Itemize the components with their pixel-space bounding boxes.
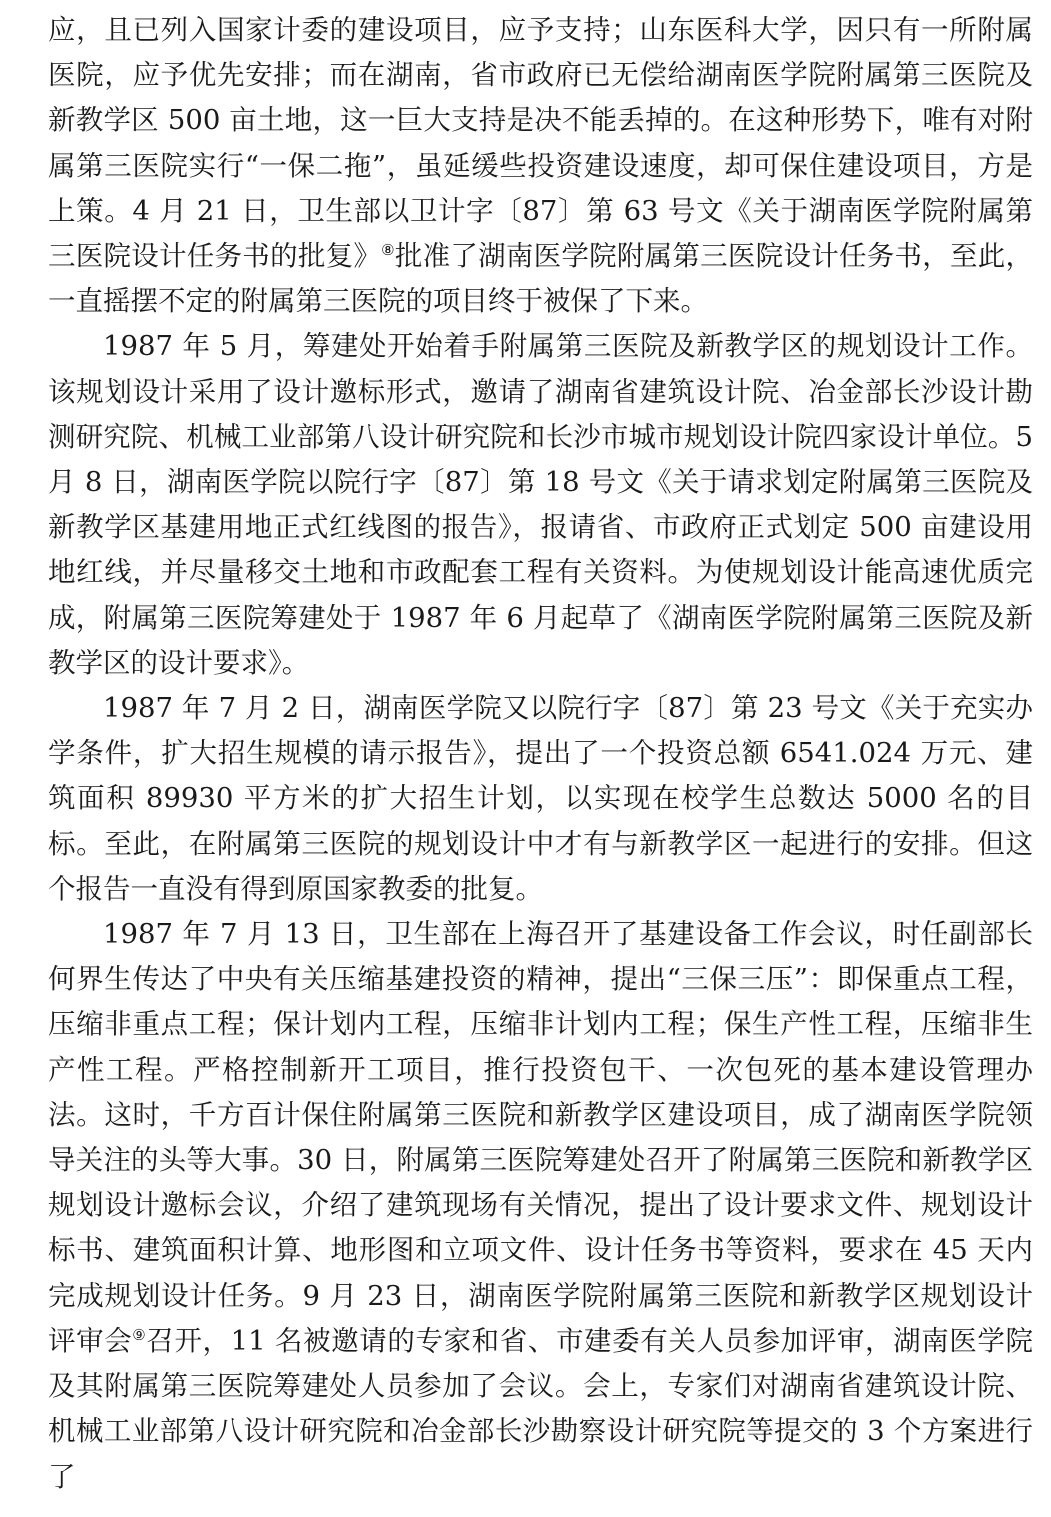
paragraph-text: 召开，11 名被邀请的专家和省、市建委有关人员参加评审，湖南医学院及其附属第三医院筹建处人员参加了会议。会上，专家们对湖南省建筑设计院、机械工业部第八设计研究院和冶金部长沙勘察设计研究院等提交的 3 个方案进行了 <box>48 1324 1033 1493</box>
paragraph-planning-design <box>48 324 1033 686</box>
footnote-ref-9: ⑨ <box>132 1325 147 1344</box>
paragraph-text: 1987 年 7 月 13 日，卫生部在上海召开了基建设备工作会议，时任副部长何界生传达了中央有关压缩基建投资的精神，提出“三保三压”：即保重点工程，压缩非重点工程；保计划内工程，压缩非计划内工程；保生产性工程，压缩非生产性工程。严格控制新开工项目，推行投资包干、一次包死的基本建设管理办法。这时，千方百计保住附属第三医院和新教学区建设项目，成了湖南医学院领导关注的头等大事。30 日，附属第三医院筹建处召开了附属第三医院和新教学区规划设计邀标会议，介绍了建筑现场有关情况，提出了设计要求文件、规划设计标书、建筑面积计算、地形图和立项文件、设计任务书等资料，要求在 45 天内完成规划设计任务。9 月 23 日，湖南医学院附属第三医院和新教学区规划设计评审会 <box>48 918 1033 1357</box>
paragraph-text: 应，且已列入国家计委的建设项目，应予支持；山东医科大学，因只有一所附属医院，应予优先安排；而在湖南，省市政府已无偿给湖南医学院附属第三医院及新教学区 500 亩土地，这一巨大支持是决不能丢掉的。在这种形势下，唯有对附属第三医院实行“一保二拖”，虽延缓些投资建设速度，却可保住建设项目，方是上策。4 月 21 日，卫生部以卫计字〔87〕第 63 号文《关于湖南医学院附属第三医院设计任务书的批复》 <box>48 14 1033 273</box>
paragraph-enrollment-report <box>48 686 1033 912</box>
paragraph-text: 1987 年 5 月，筹建处开始着手附属第三医院及新教学区的规划设计工作。该规划设计采用了设计邀标形式，邀请了湖南省建筑设计院、冶金部长沙设计勘测研究院、机械工业部第八设计研究院和长沙市城市规划设计院四家设计单位。5 月 8 日，湖南医学院以院行字〔87〕第 18 号文《关于请求划定附属第三医院及新教学区基建用地正式红线图的报告》，报请省、市政府正式划定 500 亩建设用地红线，并尽量移交土地和市政配套工程有关资料。为使规划设计能高速优质完成，附属第三医院筹建处于 1987 年 6 月起草了《湖南医学院附属第三医院及新教学区的设计要求》。 <box>48 330 1033 679</box>
paragraph-continuation <box>48 8 1033 324</box>
paragraph-ministry-meeting <box>48 912 1033 1500</box>
paragraph-text: 批准了湖南医学院附属第三医院设计任务书，至此，一直摇摆不定的附属第三医院的项目终于被保了下来。 <box>48 240 1034 318</box>
footnote-ref-8: ⑧ <box>381 240 395 259</box>
document-page <box>48 0 1033 1500</box>
paragraph-text: 1987 年 7 月 2 日，湖南医学院又以院行字〔87〕第 23 号文《关于充实办学条件，扩大招生规模的请示报告》，提出了一个投资总额 6541.024 万元、建筑面积 89930 平方米的扩大招生计划，以实现在校学生总数达 5000 名的目标。至此，在附属第三医院的规划设计中才有与新教学区一起进行的安排。但这个报告一直没有得到原国家教委的批复。 <box>48 692 1033 905</box>
